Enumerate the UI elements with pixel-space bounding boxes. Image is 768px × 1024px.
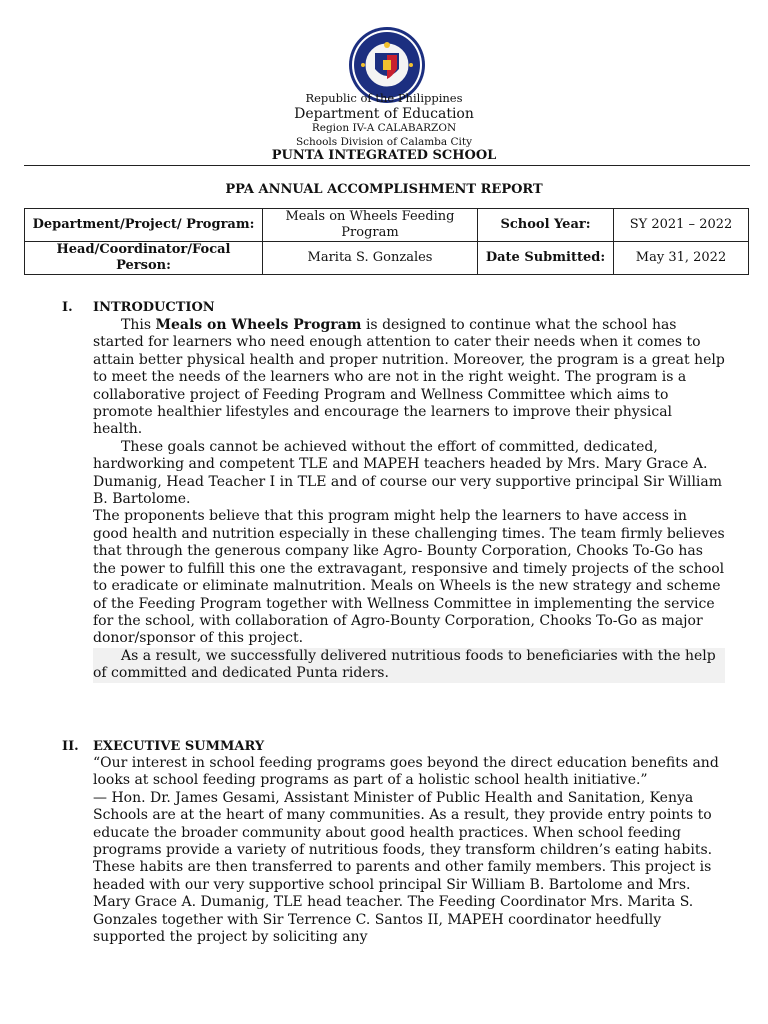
project-label: Department/Project/ Program: bbox=[25, 209, 263, 242]
project-info-table bbox=[24, 208, 749, 275]
paragraph-text: is designed to continue what the school has started for learners who need enough attention to cater their needs when it comes to attain better physical health and proper nutrition. Moreover, the program is a great help to meet the needs of the learners who are not in the right weight. The program is a collaborative project of Feeding Program and Wellness Committee which aims to promote healthier lifestyles and encourage the learners to improve their physical health. bbox=[93, 317, 725, 438]
report-title: PPA ANNUAL ACCOMPLISHMENT REPORT bbox=[225, 182, 543, 197]
header-divider bbox=[24, 165, 750, 166]
header-republic: Republic of the Philippines bbox=[305, 91, 463, 105]
coordinator-value: Marita S. Gonzales bbox=[263, 242, 478, 275]
header-department: Department of Education bbox=[294, 106, 474, 122]
intro-paragraph-2: These goals cannot be achieved without the effort of committed, dedicated, hardworking and competent TLE and MAPEH teachers headed by Mrs. Mary Grace A. Dumanig, Head Teacher I in TLE and of course our very supportive principal Sir William B. Bartolome. bbox=[93, 438, 723, 508]
intro-paragraph-3: The proponents believe that this program might help the learners to have access in good health and nutrition especially in these challenging times. The team firmly believes that through the generous company like Agro- Bounty Corporation, Chooks To-Go has the power to fulfill this one the extravagant, responsive and timely projects of the school to eradicate or eliminate malnutrition. Meals on Wheels is the new strategy and scheme of the Feeding Program together with Wellness Committee in implementing the service for the school, with collaboration of Agro-Bounty Corporation, Chooks To-Go as major donor/sponsor of this project. bbox=[93, 508, 725, 647]
date-submitted-value: May 31, 2022 bbox=[614, 242, 749, 275]
section-title: EXECUTIVE SUMMARY bbox=[93, 739, 265, 754]
header-region: Region IV-A CALABARZON bbox=[311, 122, 457, 134]
summary-paragraph-1: Schools are at the heart of many communities. As a result, they provide entry points to educate the broader community about good health practices. When school feeding programs provide a variety of nutritious foods, they transform children’s eating habits. These habits are then transferred to parents and other family members. This project is headed with our very supportive school principal Sir William B. Bartolome and Mrs. Mary Grace A. Dumanig, TLE head teacher. The Feeding Coordinator Mrs. Marita S. Gonzales together with Sir Terrence C. Santos II, MAPEH coordinator heedfully supported the project by soliciting any bbox=[93, 807, 713, 946]
section-title: INTRODUCTION bbox=[93, 300, 215, 315]
table-row bbox=[25, 242, 749, 275]
summary-quote: “Our interest in school feeding programs goes beyond the direct education benefits and looks at school feeding programs as part of a holistic school health initiative.” bbox=[93, 755, 719, 789]
section-number: I. bbox=[62, 300, 73, 315]
school-year-value: SY 2021 – 2022 bbox=[614, 209, 749, 242]
executive-summary-body bbox=[93, 755, 725, 946]
section-number: II. bbox=[62, 739, 79, 754]
intro-paragraph-1 bbox=[93, 317, 725, 439]
paragraph-text: This bbox=[121, 317, 156, 333]
executive-summary-heading bbox=[62, 739, 264, 754]
coordinator-label: Head/Coordinator/Focal Person: bbox=[25, 242, 263, 275]
summary-attribution: — Hon. Dr. James Gesami, Assistant Minister of Public Health and Sanitation, Kenya bbox=[93, 789, 694, 806]
date-submitted-label: Date Submitted: bbox=[478, 242, 614, 275]
project-value: Meals on Wheels Feeding Program bbox=[263, 209, 478, 242]
header-school-name: PUNTA INTEGRATED SCHOOL bbox=[271, 148, 497, 163]
introduction-heading bbox=[62, 300, 215, 315]
introduction-body bbox=[93, 317, 725, 683]
school-year-label: School Year: bbox=[478, 209, 614, 242]
program-name-bold: Meals on Wheels Program bbox=[155, 317, 362, 333]
header-division: Schools Division of Calamba City bbox=[295, 136, 473, 148]
intro-paragraph-4: As a result, we successfully delivered nutritious foods to beneficiaries with the help of committed and dedicated Punta riders. bbox=[93, 648, 725, 683]
table-row bbox=[25, 209, 749, 242]
